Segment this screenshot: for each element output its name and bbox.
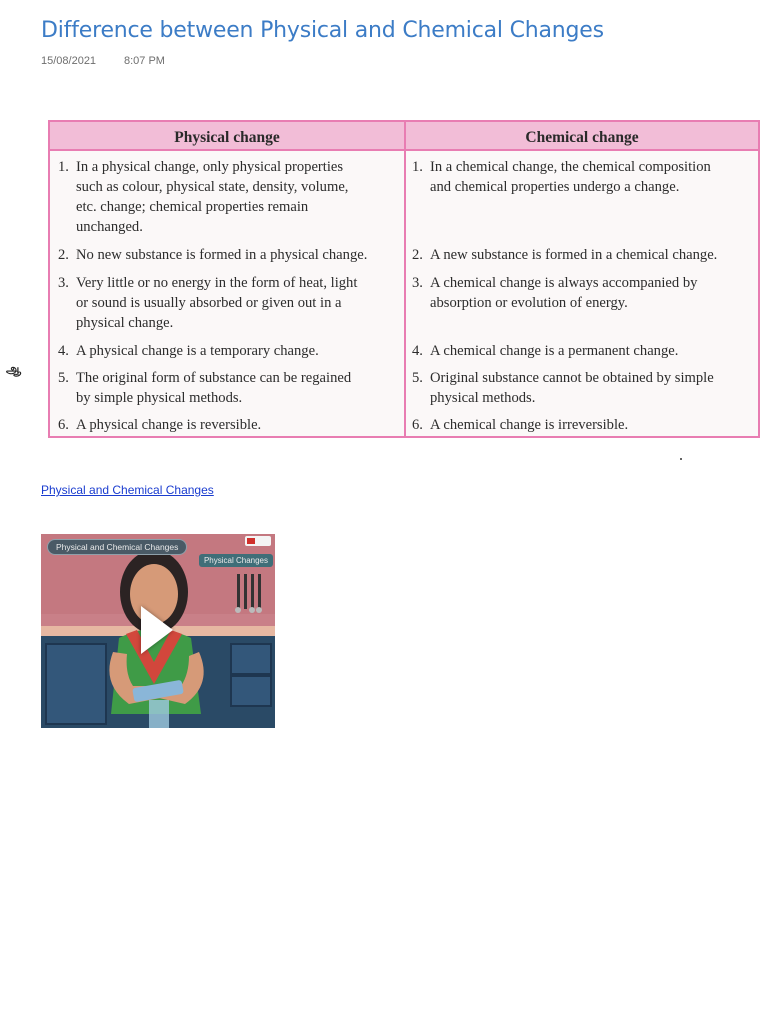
chemical-row-2: 2. A new substance is formed in a chemical change. [412,247,718,263]
chemical-row-1: 1. In a chemical change, the chemical composition and chemical properties undergo a change. [412,159,711,195]
comparison-table-image [48,120,760,438]
stray-ink-mark: ஆ [6,362,22,376]
physical-row-1: 1. In a physical change, only physical properties such as colour, physical state, density, volume, etc. change; chemical properties remain unchanged. [58,159,349,235]
page-title: Difference between Physical and Chemical Changes [41,18,604,43]
video-title-chip: Physical and Chemical Changes [47,539,187,555]
chemical-row-5: 5. Original substance cannot be obtained by simple physical methods. [412,370,714,406]
chemical-row-4: 4. A chemical change is a permanent change. [412,343,679,359]
brand-logo [245,536,271,546]
header-chemical-change: Chemical change [525,129,639,146]
header-physical-change: Physical change [174,129,280,146]
physical-row-4: 4. A physical change is a temporary change. [58,343,319,359]
play-icon[interactable] [141,606,173,654]
note-time: 8:07 PM [124,55,165,67]
column-divider [404,122,406,436]
video-link[interactable]: Physical and Chemical Changes [41,483,214,497]
note-date: 15/08/2021 [41,55,97,67]
chemical-row-6: 6. A chemical change is irreversible. [412,417,629,433]
chemical-row-3: 3. A chemical change is always accompanied by absorption or evolution of energy. [412,275,698,311]
physical-row-6: 6. A physical change is reversible. [58,417,262,433]
stray-dot [680,458,682,460]
physical-row-3: 3. Very little or no energy in the form of heat, light or sound is usually absorbed or given out in a physical change. [58,275,358,331]
physical-row-2: 2. No new substance is formed in a physical change. [58,247,368,263]
video-subtitle-chip: Physical Changes [199,554,273,567]
video-thumbnail[interactable] [41,534,275,728]
physical-row-5: 5. The original form of substance can be regained by simple physical methods. [58,370,352,406]
